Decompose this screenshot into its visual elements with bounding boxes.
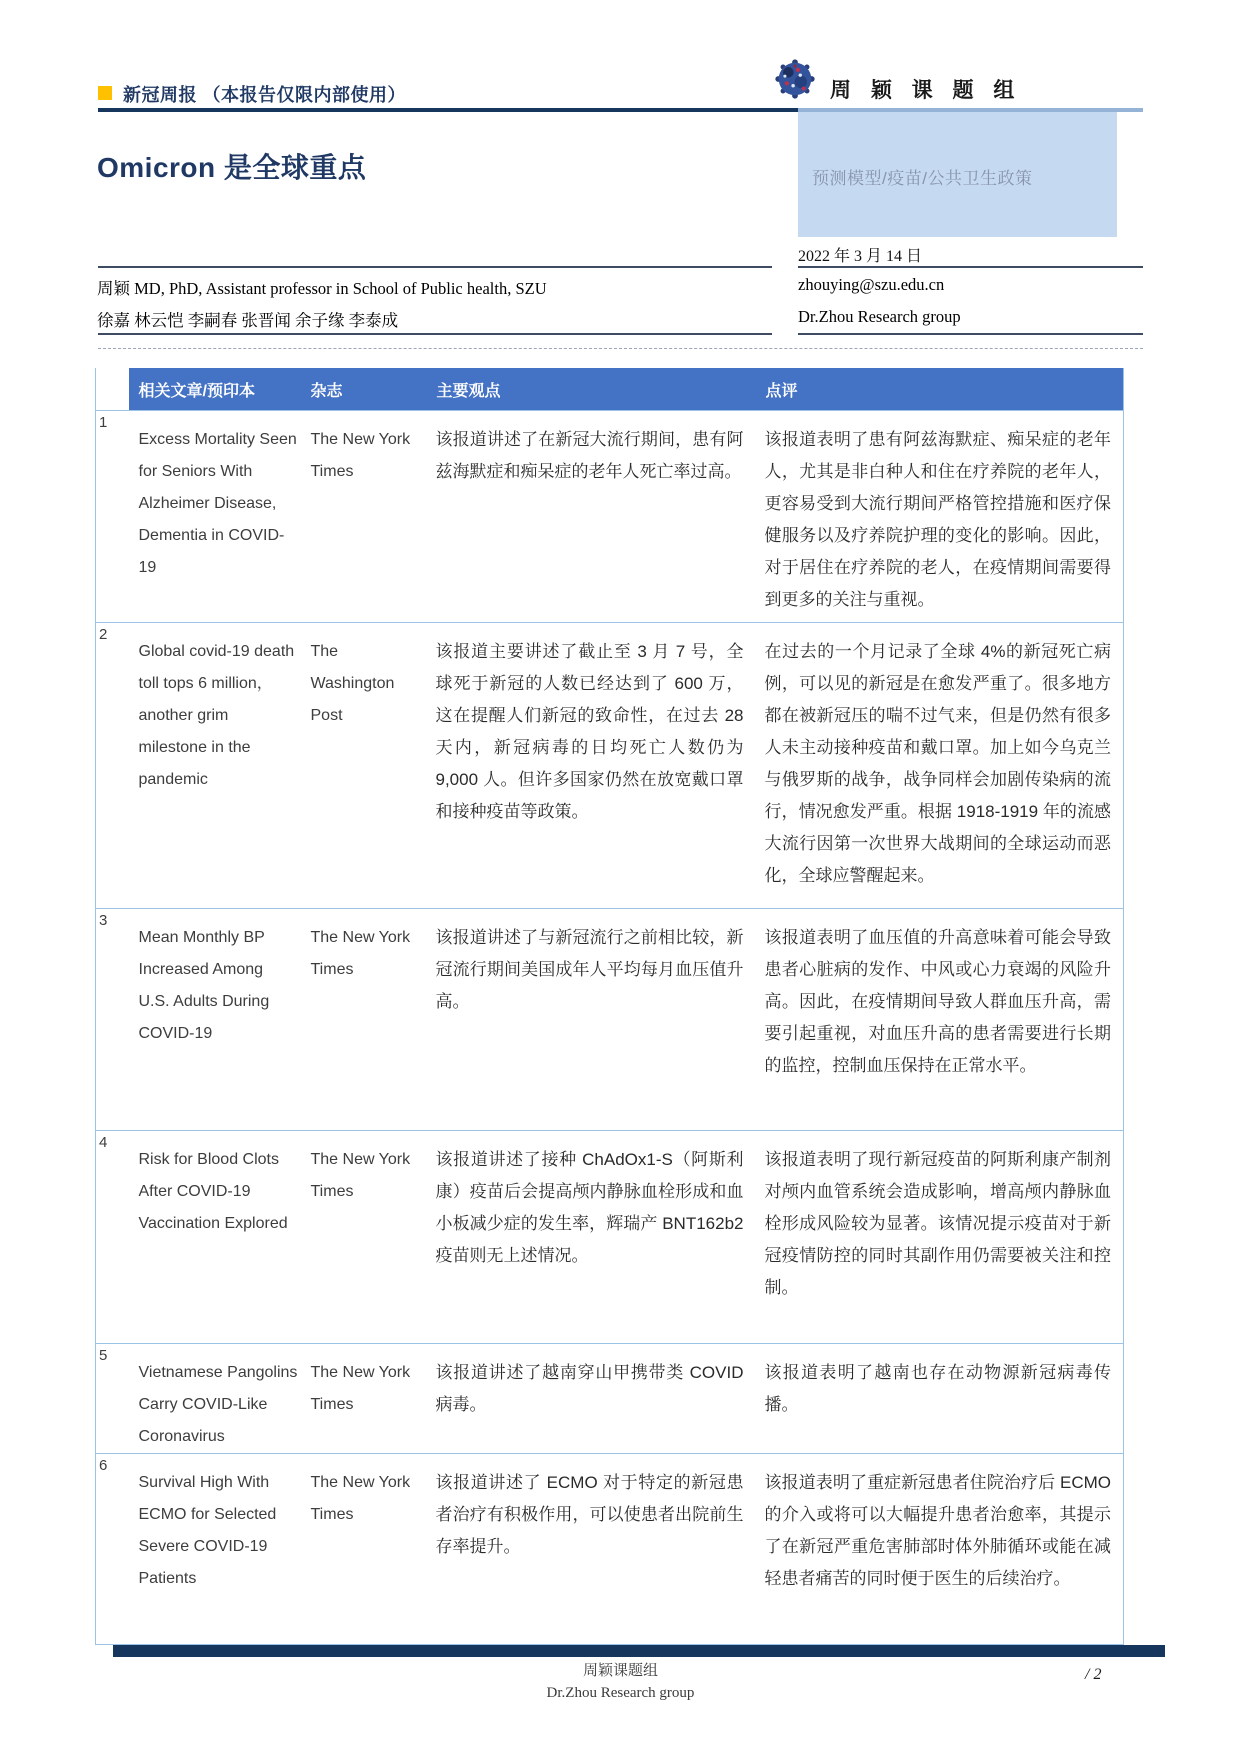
main-point: 该报道讲述了 ECMO 对于特定的新冠患者治疗有积极作用，可以使患者出院前生存率提升。 (427, 1454, 756, 1645)
comment: 该报道表明了患有阿兹海默症、痴呆症的老年人，尤其是非白种人和住在疗养院的老年人，更容易受到大流行期间严格管控措施和医疗保健服务以及疗养院护理的变化的影响。因此，对于居住在疗养院的老人，在疫情期间需要得到更多的关注与重视。 (756, 411, 1124, 623)
members-line: 徐嘉 林云恺 李嗣春 张晋闻 余子缘 李泰成 (97, 311, 399, 330)
contact-email: zhouying@szu.edu.cn (798, 275, 945, 294)
row-number: 4 (96, 1131, 129, 1344)
main-point: 该报道讲述了接种 ChAdOx1-S（阿斯利康）疫苗后会提高颅内静脉血栓形成和血小板减少症的发生率，辉瑞产 BNT162b2 疫苗则无上述情况。 (427, 1131, 756, 1344)
article-title: Vietnamese Pangolins Carry COVID-Like Coronavirus (129, 1344, 301, 1454)
topic-tag: 预测模型/疫苗/公共卫生政策 (812, 169, 1033, 188)
article-title: Global covid-19 death toll tops 6 million，another grim milestone in the pandemic (129, 623, 301, 909)
column-header-article: 相关文章/预印本 (129, 368, 301, 411)
journal-name: The New York Times (301, 1454, 427, 1645)
byline-divider (98, 266, 772, 268)
main-point: 该报道主要讲述了截止至 3 月 7 号，全球死于新冠的人数已经达到了 600 万，这在提醒人们新冠的致命性，在过去 28 天内，新冠病毒的日均死亡人数仍为 9,000 人。但许多国家仍然在放宽戴口罩和接种疫苗等政策。 (427, 623, 756, 909)
journal-name: The Washington Post (301, 623, 427, 909)
footer-bar (113, 1645, 1165, 1657)
articles-table (95, 368, 1124, 1645)
table-row (96, 1344, 1124, 1454)
article-title: Mean Monthly BP Increased Among U.S. Adults During COVID-19 (129, 909, 301, 1131)
article-title: Survival High With ECMO for Selected Severe COVID-19 Patients (129, 1454, 301, 1645)
comment: 在过去的一个月记录了全球 4%的新冠死亡病例，可以见的新冠是在愈发严重了。很多地方都在被新冠压的喘不过气来，但是仍然有很多人未主动接种疫苗和戴口罩。加上如今乌克兰与俄罗斯的战争，战争同样会加剧传染病的流行，情况愈发严重。根据 1918-1919 年的流感大流行因第一次世界大战期间的全球运动而恶化，全球应警醒起来。 (756, 623, 1124, 909)
journal-name: The New York Times (301, 411, 427, 623)
row-number: 3 (96, 909, 129, 1131)
byline-bottom-divider (98, 333, 772, 335)
footer-group-cn: 周颖课题组 (582, 1663, 658, 1679)
journal-name: The New York Times (301, 1344, 427, 1454)
comment: 该报道表明了血压值的升高意味着可能会导致患者心脏病的发作、中风或心力衰竭的风险升高。因此，在疫情期间导致人群血压升高，需要引起重视，对血压升高的患者需要进行长期的监控，控制血压保持在正常水平。 (756, 909, 1124, 1131)
table-row (96, 1131, 1124, 1344)
footer-group-en: Dr.Zhou Research group (546, 1685, 695, 1701)
row-number: 1 (96, 411, 129, 623)
comment: 该报道表明了越南也存在动物源新冠病毒传播。 (756, 1344, 1124, 1454)
author-line: 周颖 MD, PhD, Assistant professor in School of Public health, SZU (97, 279, 547, 298)
masthead-divider (98, 108, 798, 112)
main-point: 该报道讲述了越南穿山甲携带类 COVID 病毒。 (427, 1344, 756, 1454)
table-row (96, 623, 1124, 909)
article-title: Excess Mortality Seen for Seniors With Alzheimer Disease, Dementia in COVID-19 (129, 411, 301, 623)
report-label: 新冠周报 （本报告仅限内部使用） (123, 85, 406, 105)
row-number: 2 (96, 623, 129, 909)
dashed-divider (98, 348, 1143, 349)
main-point: 该报道讲述了在新冠大流行期间，患有阿兹海默症和痴呆症的老年人死亡率过高。 (427, 411, 756, 623)
table-header-row (96, 368, 1124, 411)
journal-name: The New York Times (301, 1131, 427, 1344)
column-header-journal: 杂志 (301, 368, 427, 411)
square-bullet-icon (98, 86, 112, 100)
contact-bottom-divider (798, 333, 1143, 335)
date-divider (798, 266, 1143, 268)
page-title: Omicron 是全球重点 (97, 152, 367, 183)
comment: 该报道表明了重症新冠患者住院治疗后 ECMO 的介入或将可以大幅提升患者治愈率，其提示了在新冠严重危害肺部时体外肺循环或能在减轻患者痛苦的同时便于医生的后续治疗。 (756, 1454, 1124, 1645)
page-number: / 2 (1085, 1666, 1102, 1683)
research-group-name: 周 颖 课 题 组 (830, 79, 1022, 102)
journal-name: The New York Times (301, 909, 427, 1131)
comment: 该报道表明了现行新冠疫苗的阿斯利康产制剂对颅内血管系统会造成影响，增高颅内静脉血栓形成风险较为显著。该情况提示疫苗对于新冠疫情防控的同时其副作用仍需要被关注和控制。 (756, 1131, 1124, 1344)
table-row (96, 1454, 1124, 1645)
row-number: 5 (96, 1344, 129, 1454)
report-date: 2022 年 3 月 14 日 (798, 248, 923, 265)
footer-group (98, 1660, 1143, 1704)
table-row (96, 909, 1124, 1131)
row-number: 6 (96, 1454, 129, 1645)
column-header-main-point: 主要观点 (427, 368, 756, 411)
virus-logo-icon (772, 56, 818, 102)
main-point: 该报道讲述了与新冠流行之前相比较，新冠流行期间美国成年人平均每月血压值升高。 (427, 909, 756, 1131)
column-header-number (96, 368, 129, 411)
topic-tag-box (798, 112, 1117, 237)
group-name-english: Dr.Zhou Research group (798, 307, 961, 326)
article-title: Risk for Blood Clots After COVID-19 Vaccination Explored (129, 1131, 301, 1344)
column-header-comment: 点评 (756, 368, 1124, 411)
table-row (96, 411, 1124, 623)
